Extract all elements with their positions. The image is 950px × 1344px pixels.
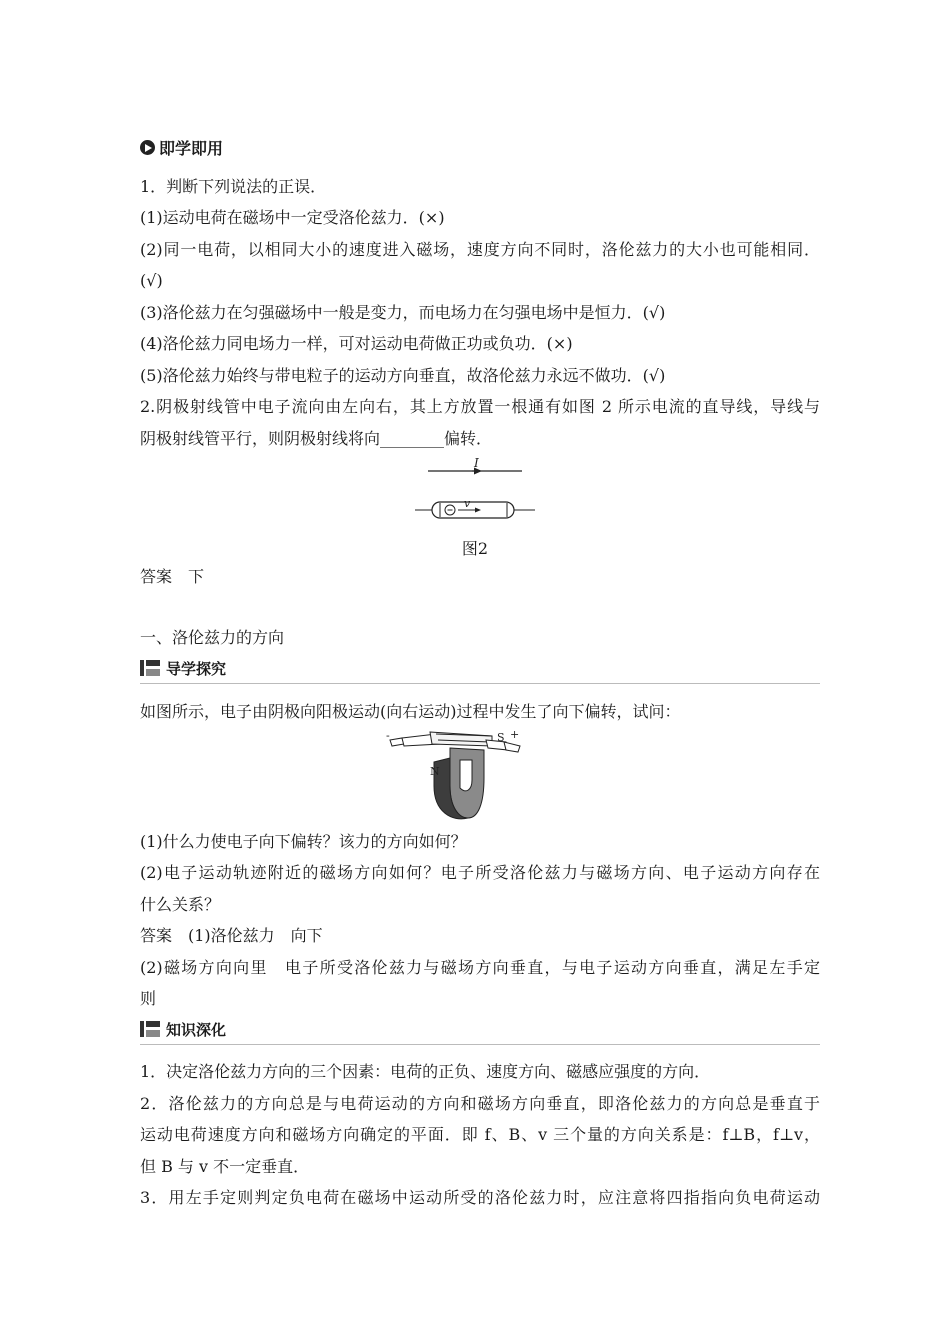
knowledge-p2-line-2: 运动电荷速度方向和磁场方向确定的平面．即 f、B、v 三个量的方向关系是：f⊥B，f⊥v， <box>140 1125 820 1144</box>
quick-use-heading <box>140 136 223 159</box>
electron-deflection-figure <box>380 728 530 824</box>
knowledge-p1: 1．决定洛伦兹力方向的三个因素：电荷的正负、速度方向、磁感应强度的方向． <box>140 1062 711 1081</box>
guide-q2-line-1: (2)电子运动轨迹附近的磁场方向如何？电子所受洛伦兹力与磁场方向、电子运动方向存在 <box>140 863 820 882</box>
velocity-label: v <box>464 497 471 510</box>
guide-answer-2-line-2: 则 <box>140 989 157 1008</box>
knowledge-heading <box>140 1018 226 1040</box>
guide-answer-1: 答案 (1)洛伦兹力 向下 <box>140 926 323 945</box>
q2-answer: 答案 下 <box>140 567 205 586</box>
q1-item-3: (3)洛伦兹力在匀强磁场中一般是变力，而电场力在匀强电场中是恒力．(√) <box>140 303 666 322</box>
guide-q2-line-2: 什么关系？ <box>140 895 221 914</box>
section-1-title: 一、洛伦兹力的方向 <box>140 628 285 647</box>
section-bar-icon <box>140 1021 160 1037</box>
knowledge-p3-line-1: 3．用左手定则判定负电荷在磁场中运动所受的洛伦兹力时，应注意将四指指向负电荷运动 <box>140 1188 820 1207</box>
knowledge-divider <box>140 1044 820 1045</box>
guide-answer-2-line-1: (2)磁场方向向里 电子所受洛伦兹力与磁场方向垂直，与电子运动方向垂直，满足左手定 <box>140 958 820 977</box>
guide-intro: 如图所示，电子由阴极向阳极运动(向右运动)过程中发生了向下偏转，试问： <box>140 702 681 721</box>
section-bar-icon <box>140 660 160 676</box>
s-pole-label: S <box>497 731 505 744</box>
current-label: I <box>474 458 479 470</box>
q1-item-2-mark: (√) <box>140 271 163 290</box>
q1-item-4: (4)洛伦兹力同电场力一样，可对运动电荷做正功或负功．(×) <box>140 334 573 353</box>
guide-heading <box>140 657 226 679</box>
anode-plus-label: + <box>510 728 520 741</box>
q1-item-2: (2)同一电荷，以相同大小的速度进入磁场，速度方向不同时，洛伦兹力的大小也可能相同． <box>140 240 820 259</box>
n-pole-label: N <box>430 765 440 778</box>
figure-2-cathode-tube <box>410 458 540 528</box>
q2-line-1: 2.阴极射线管中电子流向由左向右，其上方放置一根通有如图 2 所示电流的直导线，导线与 <box>140 397 820 416</box>
quick-use-title: 即学即用 <box>159 139 224 158</box>
knowledge-p2-line-3: 但 B 与 v 不一定垂直． <box>140 1157 310 1176</box>
q2-line-2: 阴极射线管平行，则阴极射线将向________偏转． <box>140 429 493 448</box>
knowledge-label: 知识深化 <box>166 1020 227 1039</box>
q1-title: 1．判断下列说法的正误． <box>140 177 327 196</box>
figure-2-caption: 图2 <box>461 539 489 558</box>
play-circle-icon <box>140 140 155 155</box>
guide-divider <box>140 683 820 684</box>
guide-q1: (1)什么力使电子向下偏转？该力的方向如何？ <box>140 832 467 851</box>
guide-label: 导学探究 <box>166 659 227 678</box>
q1-item-5: (5)洛伦兹力始终与带电粒子的运动方向垂直，故洛伦兹力永远不做功．(√) <box>140 366 666 385</box>
cathode-minus-label: - <box>386 729 390 742</box>
q1-item-1: (1)运动电荷在磁场中一定受洛伦兹力．(×) <box>140 208 445 227</box>
knowledge-p2-line-1: 2．洛伦兹力的方向总是与电荷运动的方向和磁场方向垂直，即洛伦兹力的方向总是垂直于 <box>140 1094 820 1113</box>
